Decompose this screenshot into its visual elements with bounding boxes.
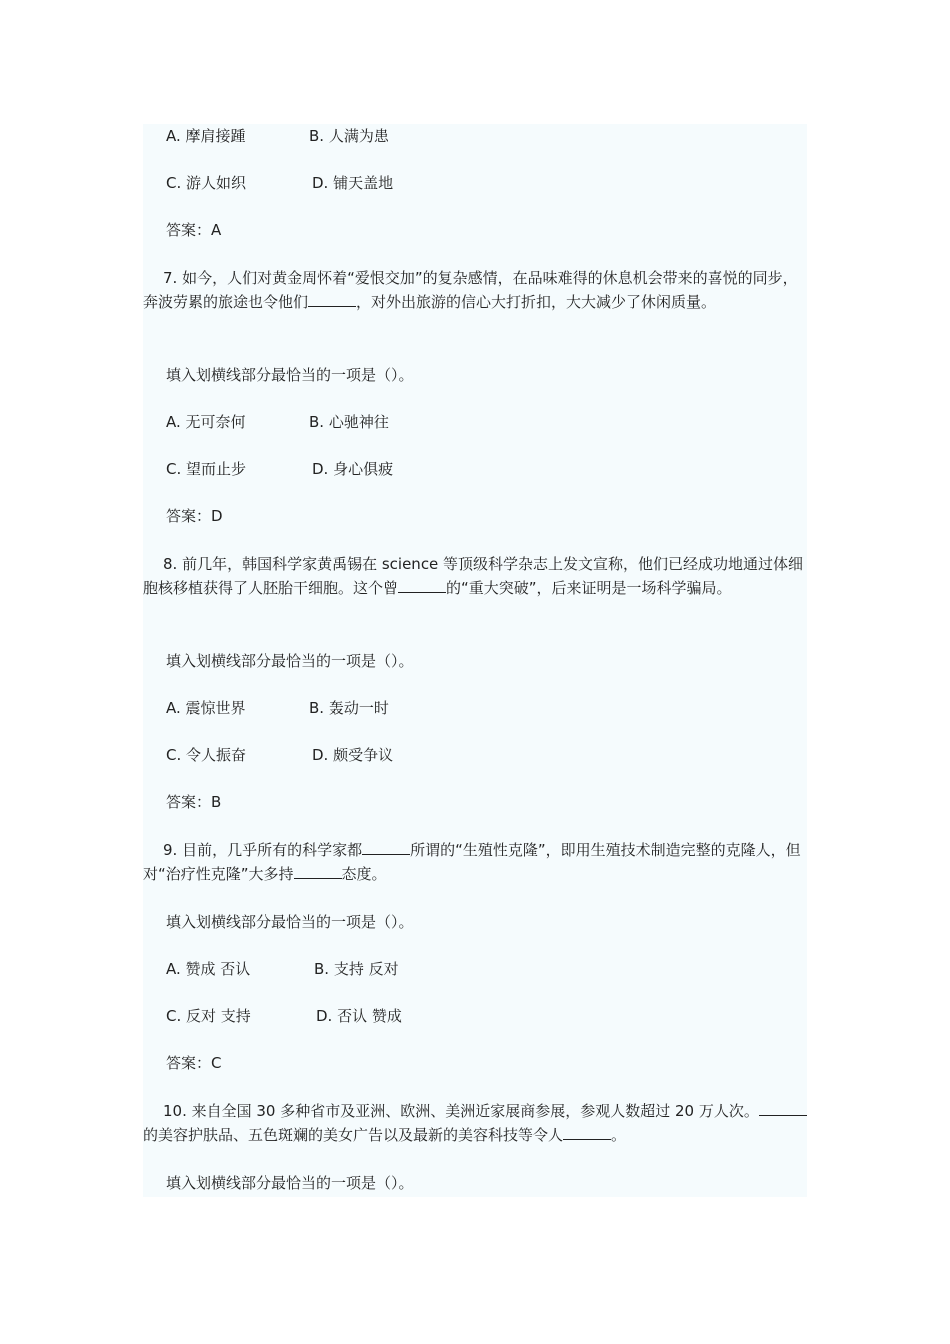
q7-stem bbox=[143, 266, 807, 314]
q6-option-c: C. 游人如织 bbox=[166, 174, 247, 192]
q6-option-d: D. 铺天盖地 bbox=[312, 174, 394, 192]
q10-prompt: 填入划横线部分最恰当的一项是（）。 bbox=[166, 1174, 414, 1192]
q9-option-d: D. 否认 赞成 bbox=[316, 1007, 402, 1025]
q8-stem-part1: 8. 前几年，韩国科学家黄禹锡在 science 等顶级科学杂志上发文宣称，他们已经成功地通过体细胞核移植获得了人胚胎干细胞。这个曾 bbox=[143, 555, 804, 597]
q9-stem-part1: 9. 目前，几乎所有的科学家都 bbox=[163, 841, 363, 859]
q9-stem bbox=[143, 838, 807, 886]
q8-prompt: 填入划横线部分最恰当的一项是（）。 bbox=[166, 652, 414, 670]
q7-stem-part1: 7. 如今，人们对黄金周怀着“爱恨交加”的复杂感情，在品味难得的休息机会带来的喜悦的同步，奔波劳累的旅途也令他们 bbox=[143, 269, 798, 311]
q9-prompt: 填入划横线部分最恰当的一项是（）。 bbox=[166, 913, 414, 931]
q8-option-a: A. 震惊世界 bbox=[166, 699, 246, 717]
q9-option-b: B. 支持 反对 bbox=[314, 960, 399, 978]
q10-blank-1 bbox=[759, 1101, 807, 1116]
q7-stem-part2: ，对外出旅游的信心大打折扣，大大减少了休闲质量。 bbox=[356, 293, 717, 311]
q6-option-a: A. 摩肩接踵 bbox=[166, 127, 246, 145]
q9-answer: 答案：C bbox=[166, 1054, 222, 1072]
q8-option-c: C. 令人振奋 bbox=[166, 746, 247, 764]
q9-blank-1 bbox=[362, 840, 410, 855]
q8-option-b: B. 轰动一时 bbox=[309, 699, 389, 717]
q9-option-c: C. 反对 支持 bbox=[166, 1007, 251, 1025]
q10-stem bbox=[143, 1099, 807, 1147]
q7-blank bbox=[308, 292, 356, 307]
q7-option-c: C. 望而止步 bbox=[166, 460, 247, 478]
q6-answer: 答案：A bbox=[166, 221, 222, 239]
q7-option-b: B. 心驰神往 bbox=[309, 413, 389, 431]
q10-stem-part3: 。 bbox=[611, 1126, 627, 1144]
q10-stem-part2: 的美容护肤品、五色斑斓的美女广告以及最新的美容科技等令人 bbox=[143, 1126, 564, 1144]
q7-prompt: 填入划横线部分最恰当的一项是（）。 bbox=[166, 366, 414, 384]
q8-stem bbox=[143, 552, 807, 600]
q7-option-a: A. 无可奈何 bbox=[166, 413, 246, 431]
q9-stem-part2: 所谓的“生殖性克隆”，即用生殖技术制造完整的克隆人，但对“治疗性克隆”大多持 bbox=[143, 841, 801, 883]
q6-option-b: B. 人满为患 bbox=[309, 127, 389, 145]
q8-answer: 答案：B bbox=[166, 793, 222, 811]
q9-stem-part3: 态度。 bbox=[341, 865, 387, 883]
q10-stem-part1: 10. 来自全国 30 多种省市及亚洲、欧洲、美洲近家展商参展，参观人数超过 20 万人次。 bbox=[163, 1102, 759, 1120]
q9-option-a: A. 赞成 否认 bbox=[166, 960, 251, 978]
q7-answer: 答案：D bbox=[166, 507, 223, 525]
q10-blank-2 bbox=[563, 1125, 611, 1140]
q8-blank bbox=[398, 578, 446, 593]
q7-option-d: D. 身心俱疲 bbox=[312, 460, 394, 478]
q8-stem-part2: 的“重大突破”，后来证明是一场科学骗局。 bbox=[446, 579, 732, 597]
q9-blank-2 bbox=[294, 864, 342, 879]
q8-option-d: D. 颇受争议 bbox=[312, 746, 394, 764]
